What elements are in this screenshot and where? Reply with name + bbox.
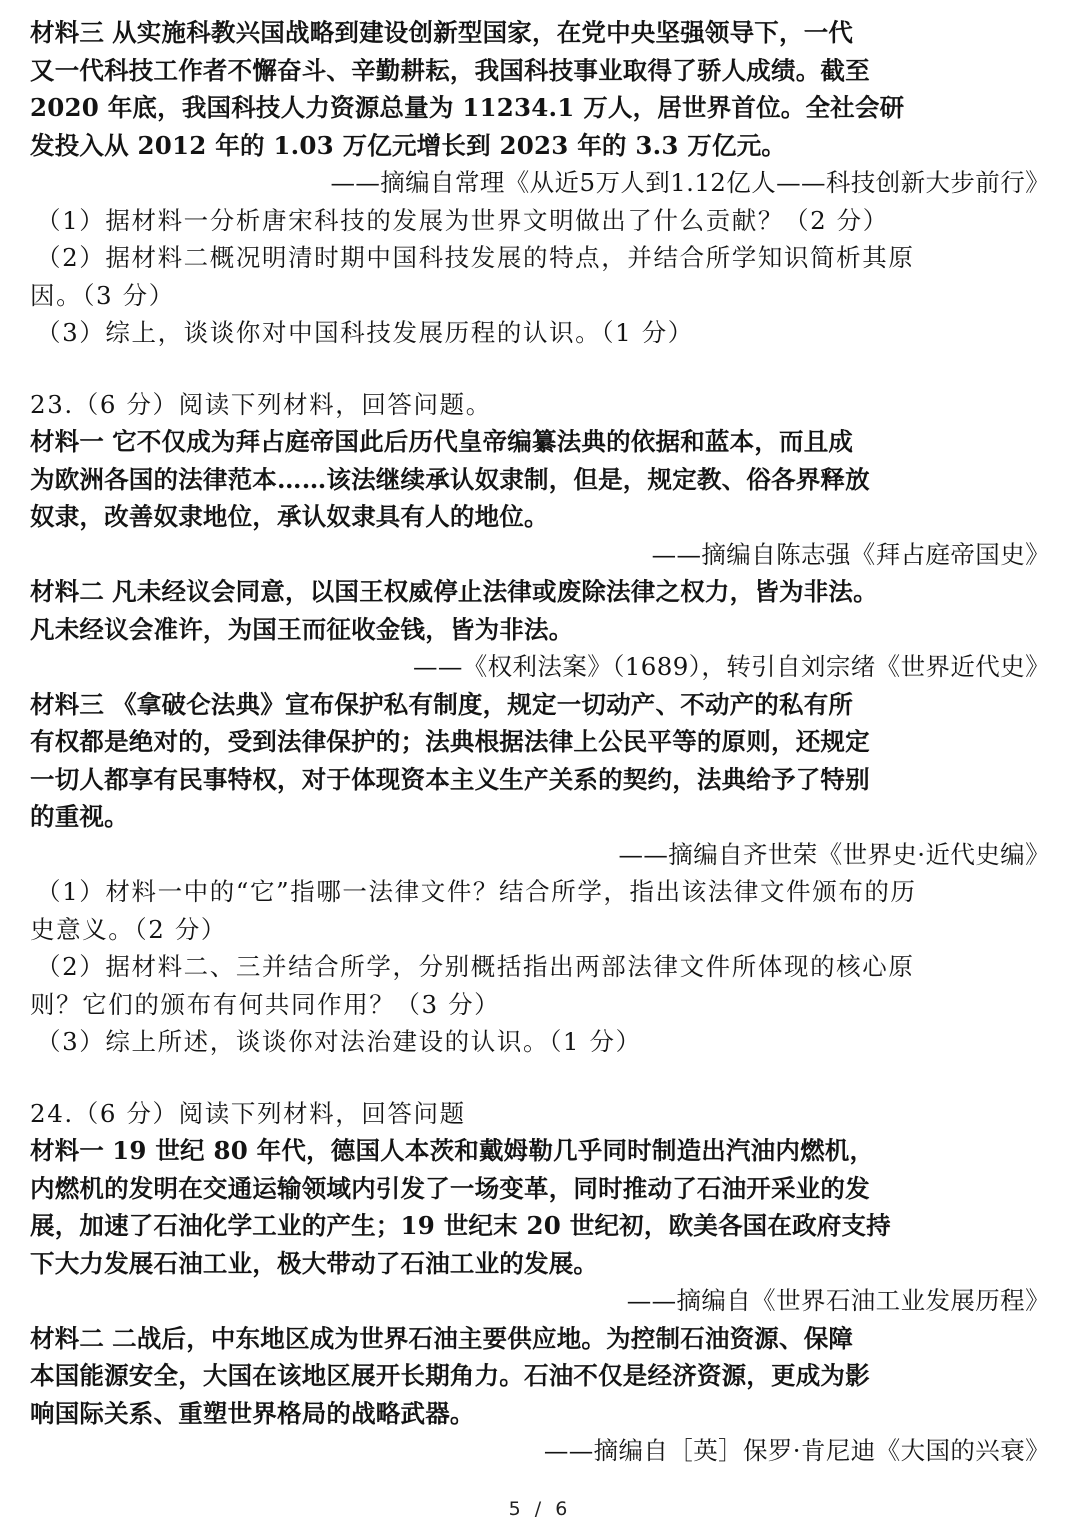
q23-m1-line-3: 奴隶，改善奴隶地位，承认奴隶具有人的地位。 <box>30 502 549 531</box>
q23-heading: 23.（6 分）阅读下列材料，回答问题。 <box>30 389 492 419</box>
q23-block <box>30 386 1052 1061</box>
q23-m2-line-1: 材料二 凡未经议会同意，以国王权威停止法律或废除法律之权力，皆为非法。 <box>30 577 878 606</box>
q24-m2-source: ——摘编自［英］保罗·肯尼迪《大国的兴衰》 <box>543 1436 1050 1465</box>
q24-m1-line-3: 展，加速了石油化学工业的产生；19 世纪末 20 世纪初，欧美各国在政府支持 <box>30 1211 891 1240</box>
q23-m1-source: ——摘编自陈志强《拜占庭帝国史》 <box>651 539 1050 569</box>
q22-m3-line-3: 2020 年底，我国科技人力资源总量为 11234.1 万人，居世界首位。全社会研 <box>30 93 905 122</box>
q22-m3-source: ——摘编自常理《从近5万人到1.12亿人——科技创新大步前行》 <box>330 168 1050 197</box>
q23-question-1: （1）材料一中的“它”指哪一法律文件？结合所学，指出该法律文件颁布的历 <box>36 877 917 906</box>
q23-question-2: （2）据材料二、三并结合所学，分别概括指出两部法律文件所体现的核心原 <box>36 952 915 981</box>
spacer <box>30 352 1052 386</box>
material-label: 材料一 <box>30 427 105 456</box>
q23-m3-line-1: 材料三 《拿破仑法典》宣布保护私有制度，规定一切动产、不动产的私有所 <box>30 689 854 719</box>
q23-m2-source: ——《权利法案》（1689），转引自刘宗绪《世界近代史》 <box>412 652 1050 681</box>
page-number: 5 / 6 <box>508 1498 572 1520</box>
q23-m3-line-4: 的重视。 <box>30 802 129 831</box>
q24-m1-line-1: 材料一 19 世纪 80 年代，德国人本茨和戴姆勒几乎同时制造出汽油内燃机， <box>30 1136 875 1165</box>
q23-m2-line-2: 凡未经议会准许，为国王而征收金钱，皆为非法。 <box>30 614 574 644</box>
q22-question-2: （2）据材料二概况明清时期中国科技发展的特点，并结合所学知识简析其原 <box>36 243 915 272</box>
q22-question-3: （3）综上，谈谈你对中国科技发展历程的认识。（1 分） <box>36 318 694 347</box>
q23-m1-line-2: 为欧洲各国的法律范本……该法继续承认奴隶制，但是，规定教、俗各界释放 <box>30 464 870 494</box>
q23-m3-line-3: 一切人都享有民事特权，对于体现资本主义生产关系的契约，法典给予了特别 <box>30 764 870 794</box>
q24-m2-line-1: 材料二 二战后，中东地区成为世界石油主要供应地。为控制石油资源、保障 <box>30 1323 854 1353</box>
q22-question-2-cont: 因。（3 分） <box>30 280 175 310</box>
q22-material-3 <box>30 14 1052 202</box>
q24-block <box>30 1095 1052 1470</box>
q22-questions <box>30 202 1052 352</box>
q24-m2-line-3: 响国际关系、重塑世界格局的战略武器。 <box>30 1398 475 1428</box>
q23-question-1-cont: 史意义。（2 分） <box>30 914 228 944</box>
q24-heading: 24.（6 分）阅读下列材料，回答问题 <box>30 1098 466 1128</box>
q24-m1-source: ——摘编自《世界石油工业发展历程》 <box>626 1286 1050 1315</box>
material-label: 材料二 <box>30 577 105 606</box>
q23-m1-line-1: 材料一 它不仅成为拜占庭帝国此后历代皇帝编纂法典的依据和蓝本，而且成 <box>30 427 854 456</box>
q24-m2-line-2: 本国能源安全，大国在该地区展开长期角力。石油不仅是经济资源，更成为影 <box>30 1361 870 1390</box>
q24-m1-line-2: 内燃机的发明在交通运输领域内引发了一场变革，同时推动了石油开采业的发 <box>30 1173 870 1203</box>
material-label: 材料二 <box>30 1323 105 1353</box>
q22-question-1: （1）据材料一分析唐宋科技的发展为世界文明做出了什么贡献？（2 分） <box>36 205 889 235</box>
q23-m3-line-2: 有权都是绝对的，受到法律保护的；法典根据法律上公民平等的原则，还规定 <box>30 727 870 756</box>
q22-m3-line-2: 又一代科技工作者不懈奋斗、辛勤耕耘，我国科技事业取得了骄人成绩。截至 <box>30 55 870 85</box>
q24-m1-line-4: 下大力发展石油工业，极大带动了石油工业的发展。 <box>30 1248 599 1278</box>
material-label: 材料一 <box>30 1136 105 1165</box>
material-label: 材料三 <box>30 689 105 719</box>
spacer <box>30 1061 1052 1095</box>
q22-m3-line-1: 材料三 从实施科教兴国战略到建设创新型国家，在党中央坚强领导下，一代 <box>30 18 854 47</box>
q23-question-3: （3）综上所述，谈谈你对法治建设的认识。（1 分） <box>36 1027 642 1056</box>
q22-m3-line-4: 发投入从 2012 年的 1.03 万亿元增长到 2023 年的 3.3 万亿元。 <box>30 130 787 160</box>
material-label: 材料三 <box>30 18 105 47</box>
q23-question-2-cont: 则？它们的颁布有何共同作用？（3 分） <box>30 989 501 1019</box>
q23-m3-source: ——摘编自齐世荣《世界史·近代史编》 <box>618 839 1050 869</box>
